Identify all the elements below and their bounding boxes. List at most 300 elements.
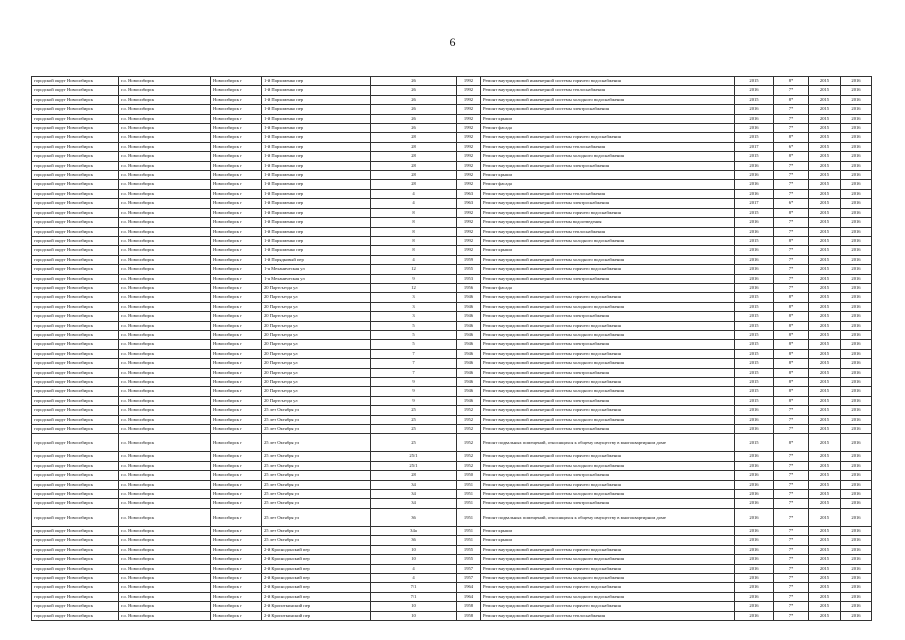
cell-house-number: 7 bbox=[371, 368, 457, 377]
cell-street: 1-й Пархоменко пер bbox=[262, 161, 371, 170]
cell-end-year: 2016 bbox=[841, 321, 872, 330]
cell-municipality: городской округ Новосибирск bbox=[32, 368, 119, 377]
cell-end-year: 2016 bbox=[841, 330, 872, 339]
cell-end-year: 2016 bbox=[841, 368, 872, 377]
cell-okrug: г.о. Новосибирск bbox=[119, 555, 211, 564]
cell-term: 7* bbox=[774, 265, 809, 274]
cell-street: 1-й Пархоменко пер bbox=[262, 152, 371, 161]
cell-house-number: 10 bbox=[371, 545, 457, 554]
table-row bbox=[32, 499, 872, 508]
cell-work-type: Ремонт внутридомовой инженерной системы электроснабжения bbox=[481, 396, 735, 405]
cell-municipality: городской округ Новосибирск bbox=[32, 340, 119, 349]
cell-year-built: 1957 bbox=[457, 573, 481, 582]
cell-house-number: 26 bbox=[371, 77, 457, 86]
cell-municipality: городской округ Новосибирск bbox=[32, 152, 119, 161]
cell-term: 8* bbox=[774, 396, 809, 405]
cell-okrug: г.о. Новосибирск bbox=[119, 545, 211, 554]
cell-work-type: Ремонт внутридомовой инженерной системы холодного водоснабжения bbox=[481, 359, 735, 368]
cell-term: 7* bbox=[774, 508, 809, 526]
cell-term: 7* bbox=[774, 425, 809, 434]
cell-house-number: 8 bbox=[371, 208, 457, 217]
table-row bbox=[32, 396, 872, 405]
cell-house-number: 10 bbox=[371, 555, 457, 564]
page-number: 6 bbox=[449, 35, 456, 49]
cell-city: Новосибирск г bbox=[211, 274, 262, 283]
cell-municipality: городской округ Новосибирск bbox=[32, 77, 119, 86]
cell-term: 7* bbox=[774, 471, 809, 480]
cell-term: 7* bbox=[774, 480, 809, 489]
cell-plan-year: 2016 bbox=[735, 452, 774, 461]
cell-plan-year: 2016 bbox=[735, 545, 774, 554]
cell-term: 8* bbox=[774, 368, 809, 377]
table-row bbox=[32, 378, 872, 387]
cell-city: Новосибирск г bbox=[211, 340, 262, 349]
cell-city: Новосибирск г bbox=[211, 321, 262, 330]
cell-municipality: городской округ Новосибирск bbox=[32, 255, 119, 264]
cell-house-number: 5 bbox=[371, 340, 457, 349]
cell-start-year: 2015 bbox=[809, 208, 841, 217]
cell-house-number: 28 bbox=[371, 180, 457, 189]
cell-year-built: 1952 bbox=[457, 452, 481, 461]
cell-work-type: Ремонт крыши bbox=[481, 246, 735, 255]
cell-plan-year: 2015 bbox=[735, 368, 774, 377]
cell-street: 25 лет Октября ул bbox=[262, 526, 371, 535]
cell-plan-year: 2015 bbox=[735, 434, 774, 452]
table-row bbox=[32, 312, 872, 321]
cell-start-year: 2015 bbox=[809, 133, 841, 142]
cell-city: Новосибирск г bbox=[211, 611, 262, 620]
cell-city: Новосибирск г bbox=[211, 105, 262, 114]
cell-year-built: 1946 bbox=[457, 378, 481, 387]
cell-start-year: 2015 bbox=[809, 490, 841, 499]
cell-municipality: городской округ Новосибирск bbox=[32, 180, 119, 189]
cell-okrug: г.о. Новосибирск bbox=[119, 208, 211, 217]
cell-municipality: городской округ Новосибирск bbox=[32, 274, 119, 283]
cell-municipality: городской округ Новосибирск bbox=[32, 105, 119, 114]
cell-work-type: Ремонт внутридомовой инженерной системы электроснабжения bbox=[481, 199, 735, 208]
cell-year-built: 1992 bbox=[457, 114, 481, 123]
cell-start-year: 2015 bbox=[809, 387, 841, 396]
cell-work-type: Ремонт внутридомовой инженерной системы холодного водоснабжения bbox=[481, 490, 735, 499]
cell-start-year: 2015 bbox=[809, 434, 841, 452]
cell-house-number: 9 bbox=[371, 378, 457, 387]
cell-start-year: 2015 bbox=[809, 359, 841, 368]
cell-end-year: 2016 bbox=[841, 406, 872, 415]
cell-year-built: 1951 bbox=[457, 490, 481, 499]
cell-year-built: 1958 bbox=[457, 611, 481, 620]
cell-plan-year: 2016 bbox=[735, 573, 774, 582]
cell-municipality: городской округ Новосибирск bbox=[32, 461, 119, 470]
cell-municipality: городской округ Новосибирск bbox=[32, 387, 119, 396]
cell-work-type: Ремонт внутридомовой инженерной системы горячего водоснабжения bbox=[481, 452, 735, 461]
cell-term: 8* bbox=[774, 302, 809, 311]
cell-municipality: городской округ Новосибирск bbox=[32, 208, 119, 217]
cell-term: 8* bbox=[774, 434, 809, 452]
cell-street: 20 Партсъезда ул bbox=[262, 378, 371, 387]
cell-term: 8* bbox=[774, 133, 809, 142]
cell-house-number: 36 bbox=[371, 508, 457, 526]
cell-street: 2-й Краснодонский пер bbox=[262, 555, 371, 564]
cell-year-built: 1952 bbox=[457, 461, 481, 470]
cell-start-year: 2015 bbox=[809, 471, 841, 480]
cell-end-year: 2016 bbox=[841, 378, 872, 387]
table-row bbox=[32, 471, 872, 480]
cell-okrug: г.о. Новосибирск bbox=[119, 293, 211, 302]
table-row bbox=[32, 536, 872, 545]
cell-end-year: 2016 bbox=[841, 480, 872, 489]
cell-municipality: городской округ Новосибирск bbox=[32, 236, 119, 245]
cell-term: 7* bbox=[774, 545, 809, 554]
cell-city: Новосибирск г bbox=[211, 330, 262, 339]
cell-municipality: городской округ Новосибирск bbox=[32, 124, 119, 133]
cell-city: Новосибирск г bbox=[211, 161, 262, 170]
cell-work-type: Ремонт внутридомовой инженерной системы горячего водоснабжения bbox=[481, 133, 735, 142]
cell-okrug: г.о. Новосибирск bbox=[119, 573, 211, 582]
cell-work-type: Ремонт внутридомовой инженерной системы электроснабжения bbox=[481, 471, 735, 480]
cell-start-year: 2015 bbox=[809, 415, 841, 424]
cell-street: 1-й Пархоменко пер bbox=[262, 86, 371, 95]
cell-year-built: 1992 bbox=[457, 180, 481, 189]
cell-work-type: Ремонт крыши bbox=[481, 536, 735, 545]
cell-city: Новосибирск г bbox=[211, 461, 262, 470]
cell-end-year: 2016 bbox=[841, 218, 872, 227]
table-row bbox=[32, 583, 872, 592]
table-row bbox=[32, 114, 872, 123]
cell-term: 8* bbox=[774, 293, 809, 302]
cell-okrug: г.о. Новосибирск bbox=[119, 77, 211, 86]
cell-term: 7* bbox=[774, 564, 809, 573]
cell-house-number: 9 bbox=[371, 274, 457, 283]
cell-end-year: 2016 bbox=[841, 293, 872, 302]
cell-start-year: 2015 bbox=[809, 152, 841, 161]
cell-start-year: 2015 bbox=[809, 274, 841, 283]
cell-end-year: 2016 bbox=[841, 415, 872, 424]
cell-street: 25 лет Октября ул bbox=[262, 508, 371, 526]
cell-house-number: 4 bbox=[371, 199, 457, 208]
cell-plan-year: 2016 bbox=[735, 161, 774, 170]
cell-city: Новосибирск г bbox=[211, 536, 262, 545]
cell-plan-year: 2016 bbox=[735, 265, 774, 274]
cell-year-built: 1946 bbox=[457, 387, 481, 396]
cell-street: 20 Партсъезда ул bbox=[262, 312, 371, 321]
cell-okrug: г.о. Новосибирск bbox=[119, 499, 211, 508]
cell-end-year: 2016 bbox=[841, 508, 872, 526]
cell-house-number: 4 bbox=[371, 573, 457, 582]
cell-end-year: 2016 bbox=[841, 86, 872, 95]
cell-house-number: 26 bbox=[371, 86, 457, 95]
cell-street: 1-й Пархоменко пер bbox=[262, 227, 371, 236]
cell-start-year: 2015 bbox=[809, 602, 841, 611]
cell-work-type: Ремонт внутридомовой инженерной системы электроснабжения bbox=[481, 499, 735, 508]
cell-street: 1-й Пархоменко пер bbox=[262, 114, 371, 123]
cell-city: Новосибирск г bbox=[211, 283, 262, 292]
cell-street: 25 лет Октября ул bbox=[262, 490, 371, 499]
cell-street: 2-й Краснодонский пер bbox=[262, 583, 371, 592]
cell-street: 25 лет Октября ул bbox=[262, 499, 371, 508]
cell-work-type: Ремонт внутридомовой инженерной системы электроснабжения bbox=[481, 368, 735, 377]
cell-work-type: Ремонт внутридомовой инженерной системы горячего водоснабжения bbox=[481, 583, 735, 592]
cell-house-number: 12 bbox=[371, 283, 457, 292]
cell-house-number: 25 bbox=[371, 425, 457, 434]
cell-municipality: городской округ Новосибирск bbox=[32, 415, 119, 424]
cell-end-year: 2016 bbox=[841, 227, 872, 236]
cell-work-type: Ремонт внутридомовой инженерной системы электроснабжения bbox=[481, 312, 735, 321]
cell-street: 20 Партсъезда ул bbox=[262, 396, 371, 405]
cell-start-year: 2015 bbox=[809, 340, 841, 349]
cell-plan-year: 2016 bbox=[735, 189, 774, 198]
cell-house-number: 3 bbox=[371, 312, 457, 321]
cell-work-type: Ремонт внутридомовой инженерной системы холодного водоснабжения bbox=[481, 461, 735, 470]
cell-work-type: Ремонт внутридомовой инженерной системы горячего водоснабжения bbox=[481, 480, 735, 489]
table-row bbox=[32, 255, 872, 264]
cell-plan-year: 2016 bbox=[735, 461, 774, 470]
cell-end-year: 2016 bbox=[841, 425, 872, 434]
cell-plan-year: 2016 bbox=[735, 86, 774, 95]
cell-street: 25 лет Октября ул bbox=[262, 480, 371, 489]
cell-municipality: городской округ Новосибирск bbox=[32, 227, 119, 236]
cell-year-built: 1992 bbox=[457, 133, 481, 142]
cell-okrug: г.о. Новосибирск bbox=[119, 302, 211, 311]
cell-work-type: Ремонт внутридомовой инженерной системы теплоснабжения bbox=[481, 227, 735, 236]
cell-municipality: городской округ Новосибирск bbox=[32, 283, 119, 292]
cell-okrug: г.о. Новосибирск bbox=[119, 199, 211, 208]
cell-municipality: городской округ Новосибирск bbox=[32, 161, 119, 170]
cell-year-built: 1992 bbox=[457, 246, 481, 255]
cell-municipality: городской округ Новосибирск bbox=[32, 199, 119, 208]
cell-start-year: 2015 bbox=[809, 171, 841, 180]
cell-municipality: городской округ Новосибирск bbox=[32, 95, 119, 104]
cell-street: 20 Партсъезда ул bbox=[262, 387, 371, 396]
cell-okrug: г.о. Новосибирск bbox=[119, 114, 211, 123]
cell-street: 20 Партсъезда ул bbox=[262, 340, 371, 349]
cell-plan-year: 2016 bbox=[735, 583, 774, 592]
cell-city: Новосибирск г bbox=[211, 171, 262, 180]
cell-house-number: 25 bbox=[371, 415, 457, 424]
cell-start-year: 2015 bbox=[809, 265, 841, 274]
cell-municipality: городской округ Новосибирск bbox=[32, 396, 119, 405]
cell-city: Новосибирск г bbox=[211, 208, 262, 217]
cell-city: Новосибирск г bbox=[211, 490, 262, 499]
cell-street: 20 Партсъезда ул bbox=[262, 349, 371, 358]
cell-end-year: 2016 bbox=[841, 611, 872, 620]
cell-start-year: 2015 bbox=[809, 508, 841, 526]
cell-start-year: 2015 bbox=[809, 461, 841, 470]
cell-house-number: 7 bbox=[371, 349, 457, 358]
cell-plan-year: 2015 bbox=[735, 396, 774, 405]
cell-street: 20 Партсъезда ул bbox=[262, 368, 371, 377]
table-row bbox=[32, 387, 872, 396]
cell-term: 8* bbox=[774, 340, 809, 349]
cell-work-type: Ремонт внутридомовой инженерной системы горячего водоснабжения bbox=[481, 77, 735, 86]
cell-okrug: г.о. Новосибирск bbox=[119, 133, 211, 142]
table-row bbox=[32, 434, 872, 452]
table-row bbox=[32, 133, 872, 142]
cell-start-year: 2015 bbox=[809, 95, 841, 104]
cell-house-number: 8 bbox=[371, 227, 457, 236]
cell-plan-year: 2016 bbox=[735, 536, 774, 545]
cell-street: 2-й Краснодонский пер bbox=[262, 545, 371, 554]
cell-house-number: 10 bbox=[371, 611, 457, 620]
cell-year-built: 1946 bbox=[457, 302, 481, 311]
cell-start-year: 2015 bbox=[809, 246, 841, 255]
cell-end-year: 2016 bbox=[841, 189, 872, 198]
cell-house-number: 28 bbox=[371, 152, 457, 161]
cell-city: Новосибирск г bbox=[211, 564, 262, 573]
table-row bbox=[32, 283, 872, 292]
cell-plan-year: 2016 bbox=[735, 564, 774, 573]
cell-municipality: городской округ Новосибирск bbox=[32, 592, 119, 601]
cell-city: Новосибирск г bbox=[211, 555, 262, 564]
cell-municipality: городской округ Новосибирск bbox=[32, 545, 119, 554]
cell-street: 2-й Кропоткинский пер bbox=[262, 602, 371, 611]
cell-work-type: Ремонт фасада bbox=[481, 124, 735, 133]
table-row bbox=[32, 142, 872, 151]
table-row bbox=[32, 246, 872, 255]
cell-okrug: г.о. Новосибирск bbox=[119, 171, 211, 180]
table-row bbox=[32, 592, 872, 601]
cell-end-year: 2016 bbox=[841, 199, 872, 208]
cell-end-year: 2016 bbox=[841, 302, 872, 311]
cell-street: 1-й Порядковый пер bbox=[262, 255, 371, 264]
cell-municipality: городской округ Новосибирск bbox=[32, 602, 119, 611]
cell-house-number: 5 bbox=[371, 321, 457, 330]
table-row bbox=[32, 490, 872, 499]
table-row bbox=[32, 321, 872, 330]
cell-year-built: 1952 bbox=[457, 406, 481, 415]
cell-start-year: 2015 bbox=[809, 312, 841, 321]
cell-term: 7* bbox=[774, 180, 809, 189]
cell-start-year: 2015 bbox=[809, 573, 841, 582]
cell-municipality: городской округ Новосибирск bbox=[32, 471, 119, 480]
cell-street: 25 лет Октября ул bbox=[262, 471, 371, 480]
cell-term: 7* bbox=[774, 490, 809, 499]
cell-end-year: 2016 bbox=[841, 499, 872, 508]
cell-house-number: 26 bbox=[371, 105, 457, 114]
cell-term: 6* bbox=[774, 142, 809, 151]
table-row bbox=[32, 236, 872, 245]
cell-term: 7* bbox=[774, 499, 809, 508]
cell-end-year: 2016 bbox=[841, 396, 872, 405]
cell-end-year: 2016 bbox=[841, 312, 872, 321]
cell-work-type: Ремонт внутридомовой инженерной системы горячего водоснабжения bbox=[481, 265, 735, 274]
cell-street: 25 лет Октября ул bbox=[262, 406, 371, 415]
cell-plan-year: 2015 bbox=[735, 330, 774, 339]
table-row bbox=[32, 573, 872, 582]
cell-year-built: 1964 bbox=[457, 592, 481, 601]
cell-municipality: городской округ Новосибирск bbox=[32, 359, 119, 368]
cell-work-type: Ремонт крыши bbox=[481, 526, 735, 535]
cell-okrug: г.о. Новосибирск bbox=[119, 255, 211, 264]
cell-municipality: городской округ Новосибирск bbox=[32, 406, 119, 415]
table-row bbox=[32, 189, 872, 198]
cell-okrug: г.о. Новосибирск bbox=[119, 471, 211, 480]
cell-street: 1-я Механическая ул bbox=[262, 274, 371, 283]
table-row bbox=[32, 161, 872, 170]
cell-okrug: г.о. Новосибирск bbox=[119, 312, 211, 321]
cell-municipality: городской округ Новосибирск bbox=[32, 349, 119, 358]
cell-house-number: 8 bbox=[371, 246, 457, 255]
cell-end-year: 2016 bbox=[841, 208, 872, 217]
cell-street: 25 лет Октября ул bbox=[262, 536, 371, 545]
cell-plan-year: 2016 bbox=[735, 526, 774, 535]
cell-year-built: 1992 bbox=[457, 171, 481, 180]
cell-plan-year: 2016 bbox=[735, 592, 774, 601]
table-row bbox=[32, 302, 872, 311]
cell-end-year: 2016 bbox=[841, 236, 872, 245]
cell-work-type: Ремонт подвальных помещений, относящихся к общему имуществу в многоквартирном доме bbox=[481, 508, 735, 526]
cell-city: Новосибирск г bbox=[211, 133, 262, 142]
table-row bbox=[32, 602, 872, 611]
cell-city: Новосибирск г bbox=[211, 86, 262, 95]
cell-municipality: городской округ Новосибирск bbox=[32, 434, 119, 452]
table-row bbox=[32, 555, 872, 564]
cell-plan-year: 2016 bbox=[735, 274, 774, 283]
cell-plan-year: 2016 bbox=[735, 283, 774, 292]
cell-plan-year: 2017 bbox=[735, 142, 774, 151]
cell-street: 20 Партсъезда ул bbox=[262, 330, 371, 339]
cell-work-type: Ремонт крыши bbox=[481, 171, 735, 180]
cell-work-type: Ремонт внутридомовой инженерной системы электроснабжения bbox=[481, 274, 735, 283]
cell-house-number: 34а bbox=[371, 526, 457, 535]
cell-plan-year: 2016 bbox=[735, 471, 774, 480]
cell-okrug: г.о. Новосибирск bbox=[119, 480, 211, 489]
cell-house-number: 10 bbox=[371, 602, 457, 611]
cell-term: 8* bbox=[774, 387, 809, 396]
cell-year-built: 1992 bbox=[457, 95, 481, 104]
cell-work-type: Ремонт внутридомовой инженерной системы электроснабжения bbox=[481, 161, 735, 170]
cell-term: 8* bbox=[774, 359, 809, 368]
cell-term: 7* bbox=[774, 555, 809, 564]
cell-city: Новосибирск г bbox=[211, 378, 262, 387]
cell-work-type: Ремонт внутридомовой инженерной системы горячего водоснабжения bbox=[481, 545, 735, 554]
cell-work-type: Ремонт внутридомовой инженерной системы холодного водоснабжения bbox=[481, 302, 735, 311]
cell-work-type: Ремонт внутридомовой инженерной системы теплоснабжения bbox=[481, 142, 735, 151]
cell-end-year: 2016 bbox=[841, 152, 872, 161]
cell-work-type: Ремонт внутридомовой инженерной системы холодного водоснабжения bbox=[481, 573, 735, 582]
table-row bbox=[32, 218, 872, 227]
cell-work-type: Ремонт внутридомовой инженерной системы холодного водоснабжения bbox=[481, 387, 735, 396]
cell-municipality: городской округ Новосибирск bbox=[32, 330, 119, 339]
cell-street: 1-й Пархоменко пер bbox=[262, 199, 371, 208]
cell-end-year: 2016 bbox=[841, 359, 872, 368]
cell-municipality: городской округ Новосибирск bbox=[32, 312, 119, 321]
cell-work-type: Ремонт внутридомовой инженерной системы горячего водоснабжения bbox=[481, 564, 735, 573]
table-row bbox=[32, 208, 872, 217]
cell-end-year: 2016 bbox=[841, 349, 872, 358]
cell-end-year: 2016 bbox=[841, 555, 872, 564]
cell-okrug: г.о. Новосибирск bbox=[119, 283, 211, 292]
cell-house-number: 26 bbox=[371, 114, 457, 123]
records-body bbox=[32, 77, 872, 621]
table-row bbox=[32, 124, 872, 133]
cell-work-type: Ремонт внутридомовой инженерной системы горячего водоснабжения bbox=[481, 293, 735, 302]
cell-term: 7* bbox=[774, 246, 809, 255]
table-row bbox=[32, 77, 872, 86]
cell-plan-year: 2016 bbox=[735, 415, 774, 424]
cell-okrug: г.о. Новосибирск bbox=[119, 236, 211, 245]
cell-plan-year: 2016 bbox=[735, 227, 774, 236]
cell-term: 7* bbox=[774, 461, 809, 470]
cell-plan-year: 2015 bbox=[735, 359, 774, 368]
cell-work-type: Ремонт внутридомовой инженерной системы теплоснабжения bbox=[481, 189, 735, 198]
cell-city: Новосибирск г bbox=[211, 396, 262, 405]
cell-house-number: 3 bbox=[371, 302, 457, 311]
cell-year-built: 1992 bbox=[457, 124, 481, 133]
cell-start-year: 2015 bbox=[809, 283, 841, 292]
cell-street: 1-й Пархоменко пер bbox=[262, 171, 371, 180]
cell-term: 7* bbox=[774, 105, 809, 114]
cell-year-built: 1950 bbox=[457, 471, 481, 480]
